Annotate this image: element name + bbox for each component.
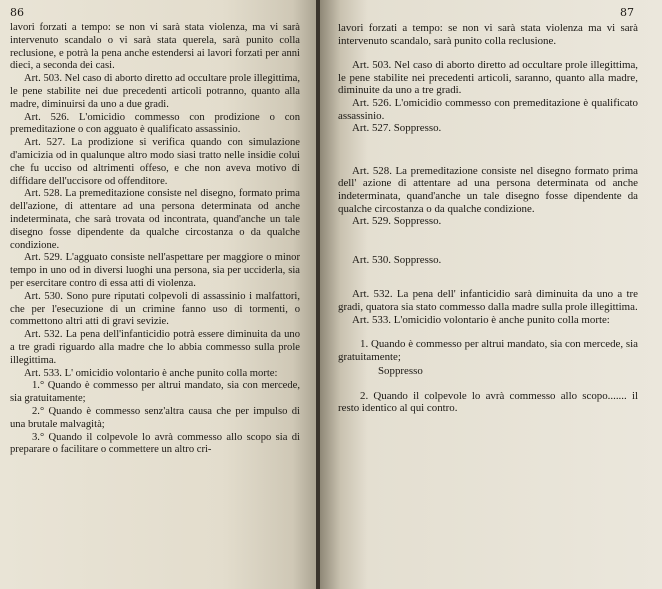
- right-paragraph: Art. 530. Soppresso.: [352, 253, 442, 266]
- right-paragraph: Art. 529. Soppresso.: [352, 215, 442, 228]
- left-page-number: 86: [10, 6, 24, 19]
- right-paragraph: 2. Quando il colpevole lo avrà commesso allo scopo....... il resto identico al qui contro.: [338, 389, 638, 415]
- left-paragraph: Art. 533. L' omicidio volontario è anche punito colla morte:: [24, 367, 278, 379]
- left-paragraph: Art. 527. La prodizione si verifica quando con simulazione d'amicizia od in qualunque altro modo siasi tratto nelle insidie colui che fu ucciso od altrimenti offeso, e che non aveva motivo di diffidare dell'uccisore od offenditore.: [10, 137, 300, 187]
- right-paragraph: Art. 503. Nel caso di aborto diretto ad occultare prole illegittima, le pene stabilite nei precedenti articoli, saranno, quanto alla madre, diminuite da uno a tre gradi.: [338, 59, 638, 97]
- right-paragraph: Soppresso: [378, 365, 423, 378]
- right-paragraph: Art. 533. L'omicidio volontario è anche punito colla morte:: [352, 313, 610, 326]
- left-page: [0, 0, 318, 589]
- right-paragraph: Art. 528. La premeditazione consiste nel disegno formato prima dell' azione di attentare ad una persona determinata od anche indeterminata, quand'anche un tale disegno fosse dipendente da qualche circostanza o da qualche condizione.: [338, 164, 638, 215]
- right-page: [320, 0, 662, 589]
- left-paragraph: lavori forzati a tempo: se non vi sarà stata violenza, ma vi sarà intervenuto scandalo o vi sarà stata querela, sarà punito colla reclusione, e potrà la pena anche estendersi ai lavori forzati per anni dieci, a seconda dei casi.: [10, 22, 300, 72]
- right-paragraph: 1. Quando è commesso per altrui mandato, sia con mercede, sia gratuitamente;: [338, 338, 638, 363]
- right-page-number: 87: [620, 6, 634, 19]
- right-page-text: [338, 22, 638, 415]
- left-paragraph: 1.° Quando è commesso per altrui mandato, sia con mercede, sia gratuitamente;: [10, 380, 300, 405]
- left-paragraph: Art. 526. L'omicidio commesso con prodizione o con premeditazione o con agguato è qualificato assassinio.: [10, 111, 300, 136]
- left-paragraph: Art. 503. Nel caso di aborto diretto ad occultare prole illegittima, le pene stabilite nei due precedenti articoli potranno, quanto alla madre, diminuirsi da uno a due gradi.: [10, 73, 300, 110]
- left-paragraph: 2.° Quando è commesso senz'altra causa che per impulso di una brutale malvagità;: [10, 405, 300, 430]
- left-paragraph: Art. 528. La premeditazione consiste nel disegno, formato prima dell'azione, di attentare ad una persona determinata od anche indeterminata, che sarà trovata od incontrata, quand'anche un tale disegno fosse dipendente da qualche circostanza o da qualche condizione.: [10, 188, 300, 251]
- left-paragraph: Art. 532. La pena dell'infanticidio potrà essere diminuita da uno a tre gradi riguardo alla madre che lo abbia commesso sulla prole illegittima.: [10, 329, 300, 366]
- right-paragraph: Art. 526. L'omicidio commesso con premeditazione è qualificato assassinio.: [338, 96, 638, 122]
- right-paragraph: lavori forzati a tempo: se non vi sarà stata violenza ma vi sarà intervenuto scandalo, sarà punito colla reclusione.: [338, 22, 638, 47]
- left-paragraph: Art. 529. L'agguato consiste nell'aspettare per maggiore o minor tempo in uno od in diversi luoghi una persona, sia per ucciderla, sia per esercitare contro di essa atti di violenza.: [10, 252, 300, 289]
- left-paragraph: 3.° Quando il colpevole lo avrà commesso allo scopo sia di preparare o facilitare o commettere un altro cri-: [10, 431, 300, 456]
- right-paragraph: Art. 532. La pena dell' infanticidio sarà diminuita da uno a tre gradi, quatora sia stato commesso dalla madre sulla prole illegittima.: [338, 288, 638, 313]
- right-paragraph: Art. 527. Soppresso.: [352, 122, 442, 135]
- left-paragraph: Art. 530. Sono pure riputati colpevoli di assassinio i malfattori, che per l'esecuzione di un crimine fanno uso di tormenti, o commettono altri atti di gravi sevizie.: [10, 290, 300, 328]
- left-page-text: [10, 22, 300, 457]
